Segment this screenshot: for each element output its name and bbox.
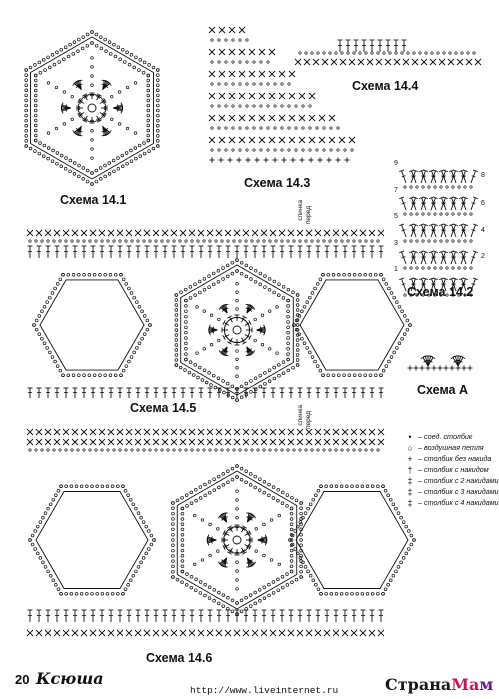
diagram-14-1	[25, 31, 159, 186]
magazine-title: Ксюша	[36, 669, 104, 688]
diagram-14-5	[27, 230, 411, 401]
double-treble-icon: ‡	[407, 487, 413, 497]
legend-item: ‡ – столбик с 2 накидами	[402, 477, 499, 485]
caption-scheme-14-6: Схема 14.6	[146, 651, 213, 665]
caption-scheme-14-5: Схема 14.5	[130, 401, 197, 415]
row-number: 3	[394, 240, 398, 247]
row-number: 4	[481, 227, 485, 234]
row-number: 9	[394, 160, 398, 167]
caption-scheme-14-1: Схема 14.1	[60, 193, 127, 207]
double-crochet-icon: †	[407, 465, 413, 475]
legend-item: + – столбик без накида	[402, 455, 499, 463]
watermark-url: http://www.liveinternet.ru	[190, 685, 339, 696]
legend-item: † – столбик с накидом	[402, 466, 499, 474]
legend-item: • – соед. столбик	[402, 433, 499, 441]
legend-item: ‡ – столбик с 4 накидами	[402, 499, 499, 507]
row-number: 8	[481, 172, 485, 179]
diagram-a	[408, 356, 473, 371]
caption-scheme-14-2: Схема 14.2	[407, 285, 474, 299]
diagram-14-3	[209, 27, 355, 163]
caption-scheme-a: Схема А	[417, 383, 468, 397]
row-number: 1	[394, 266, 398, 273]
side-label-back-14-5: спинка	[297, 200, 304, 221]
legend-item: ‡ – столбик с 3 накидами	[402, 488, 499, 496]
caption-scheme-14-4: Схема 14.4	[352, 79, 419, 93]
page-number: 20	[15, 672, 30, 687]
diagram-14-2	[399, 170, 478, 296]
side-label-back-14-6: спинка	[297, 405, 304, 426]
row-number: 2	[481, 253, 485, 260]
chain-stitch-icon: ○	[407, 443, 413, 453]
side-label-front-14-5: перед	[305, 206, 312, 225]
symbol-legend	[402, 433, 499, 510]
watermark-brand: СтранаМам	[385, 675, 494, 694]
treble-crochet-icon: ‡	[407, 476, 413, 486]
row-number: 6	[481, 200, 485, 207]
triple-treble-icon: ‡	[407, 498, 413, 508]
diagram-14-6	[27, 429, 415, 636]
legend-item: ○ – воздушная петля	[402, 444, 499, 452]
diagram-14-4	[295, 40, 481, 65]
row-number: 5	[394, 213, 398, 220]
caption-scheme-14-3: Схема 14.3	[244, 176, 311, 190]
side-label-front-14-6: перед	[305, 411, 312, 430]
slip-stitch-icon: •	[408, 432, 412, 442]
single-crochet-icon: +	[407, 454, 413, 464]
row-number: 7	[394, 187, 398, 194]
